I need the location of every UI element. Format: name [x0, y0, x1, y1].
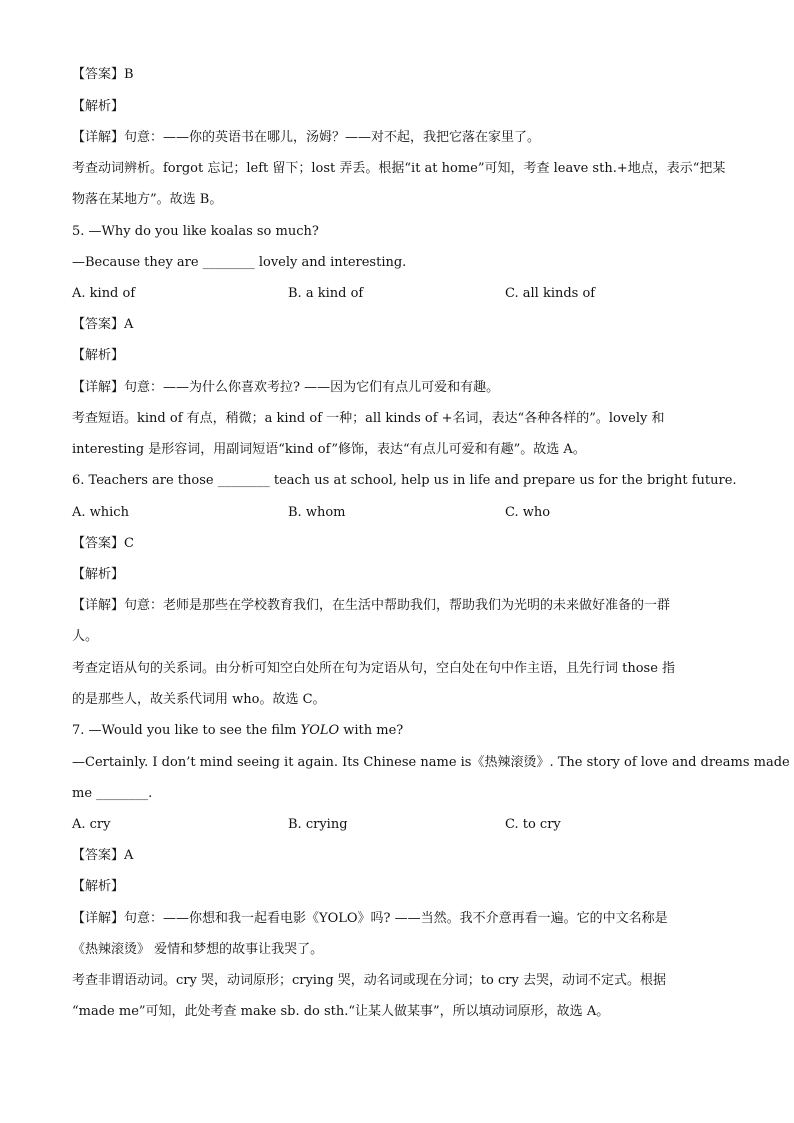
- q6-option-a: A. which: [72, 505, 129, 520]
- q6-detail-line-1: 【详解】句意：老师是那些在学校教育我们，在生活中帮助我们，帮助我们为光明的未来做好准备的一群: [72, 598, 671, 613]
- q5-explain-line-2: interesting 是形容词，用副词短语“kind of”修饰，表达“有点儿可爱和有趣”。故选 A。: [72, 442, 586, 457]
- q7-stem-line-1: [72, 722, 403, 740]
- q5-stem-line-1: 5. —Why do you like koalas so much?: [72, 224, 319, 239]
- q7-option-c: C. to cry: [505, 817, 561, 832]
- q7-explain-line-2: “made me”可知，此处考查 make sb. do sth.“让某人做某事”，所以填动词原形，故选 A。: [72, 1004, 610, 1019]
- q7-analysis-label: 【解析】: [72, 879, 125, 894]
- q5-detail: 【详解】句意：——为什么你喜欢考拉? ——因为它们有点儿可爱和有趣。: [72, 380, 500, 395]
- q7-detail-line-2: 《热辣滚烫》 爱情和梦想的故事让我哭了。: [72, 942, 324, 957]
- q5-option-a: A. kind of: [72, 286, 136, 301]
- q7-stem-line-3: me ________.: [72, 786, 153, 801]
- q7-option-a: A. cry: [72, 817, 111, 832]
- q4-analysis-label: 【解析】: [72, 99, 125, 114]
- q5-answer: 【答案】A: [72, 317, 134, 332]
- q7-answer: 【答案】A: [72, 848, 134, 863]
- q6-stem: 6. Teachers are those ________ teach us at school, help us in life and prepare us for the bright future.: [72, 473, 737, 488]
- q6-detail-line-2: 人。: [72, 629, 99, 644]
- q6-option-b: B. whom: [288, 505, 346, 520]
- q4-answer: 【答案】B: [72, 67, 134, 82]
- q6-explain-line-1: 考查定语从句的关系词。由分析可知空白处所在句为定语从句，空白处在句中作主语，且先行词 those 指: [72, 661, 676, 676]
- q5-analysis-label: 【解析】: [72, 348, 125, 363]
- q4-detail: 【详解】句意：——你的英语书在哪儿，汤姆？——对不起，我把它落在家里了。: [72, 130, 541, 145]
- q7-option-b: B. crying: [288, 817, 348, 832]
- q5-option-c: C. all kinds of: [505, 286, 596, 301]
- q4-explain-line-2: 物落在某地方”。故选 B。: [72, 192, 223, 207]
- q7-detail-line-1: 【详解】句意：——你想和我一起看电影《YOLO》吗? ——当然。我不介意再看一遍。它的中文名称是: [72, 911, 668, 926]
- q4-explain-line-1: 考查动词辨析。forgot 忘记；left 留下；lost 弄丢。根据“it at home”可知，考查 leave sth.+地点，表示“把某: [72, 161, 726, 176]
- q7-film-title: YOLO: [300, 723, 340, 738]
- q6-answer: 【答案】C: [72, 536, 134, 551]
- q7-explain-line-1: 考查非谓语动词。cry 哭，动词原形；crying 哭，动名词或现在分词；to cry 去哭，动词不定式。根据: [72, 973, 666, 988]
- q6-analysis-label: 【解析】: [72, 567, 125, 582]
- q5-explain-line-1: 考查短语。kind of 有点，稍微；a kind of 一种；all kinds of +名词，表达“各种各样的”。lovely 和: [72, 411, 665, 426]
- q6-explain-line-2: 的是那些人，故关系代词用 who。故选 C。: [72, 692, 326, 707]
- q7-stem-pre: 7. —Would you like to see the film: [72, 723, 301, 738]
- q7-stem-post: with me?: [339, 723, 404, 738]
- q5-option-b: B. a kind of: [288, 286, 364, 301]
- q7-stem-line-2: —Certainly. I don’t mind seeing it again. Its Chinese name is《热辣滚烫》. The story of love and dreams made: [72, 755, 790, 770]
- q6-option-c: C. who: [505, 505, 551, 520]
- q5-stem-line-2: —Because they are ________ lovely and interesting.: [72, 255, 407, 270]
